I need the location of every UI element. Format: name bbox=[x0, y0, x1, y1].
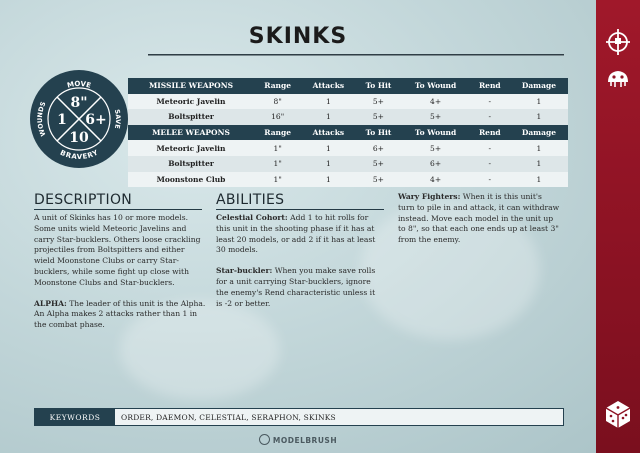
brand-footer bbox=[0, 434, 596, 445]
ability-wary-fighters bbox=[398, 192, 560, 246]
wounds-label: WOUNDS bbox=[35, 100, 48, 138]
abilities-body bbox=[216, 213, 378, 319]
table-cell: 4+ bbox=[401, 94, 469, 110]
table-cell: - bbox=[470, 140, 510, 156]
table-cell: - bbox=[470, 156, 510, 172]
description-heading: DESCRIPTION bbox=[34, 192, 133, 208]
table-row bbox=[128, 140, 568, 156]
header-cell: Damage bbox=[510, 125, 568, 141]
page-title: SKINKS bbox=[248, 24, 348, 49]
table-row bbox=[128, 109, 568, 125]
table-cell: 1" bbox=[254, 172, 301, 188]
table-cell: 1 bbox=[510, 94, 568, 110]
abilities-underline bbox=[216, 209, 384, 210]
table-row bbox=[128, 172, 568, 188]
header-cell: Rend bbox=[470, 78, 510, 94]
abilities-body-col2 bbox=[398, 192, 560, 256]
table-cell: 6+ bbox=[401, 156, 469, 172]
ability-star-buckler bbox=[216, 266, 378, 309]
weapons-table bbox=[128, 78, 568, 187]
table-cell: 5+ bbox=[356, 94, 402, 110]
weapon-name: Moonstone Club bbox=[128, 172, 254, 188]
header-cell: Rend bbox=[470, 125, 510, 141]
header-cell: MISSILE WEAPONS bbox=[128, 78, 254, 94]
header-cell: Range bbox=[254, 125, 301, 141]
keywords-label: KEYWORDS bbox=[35, 409, 115, 425]
header-cell: Attacks bbox=[301, 78, 355, 94]
weapon-name: Meteoric Javelin bbox=[128, 140, 254, 156]
ability-celestial-cohort bbox=[216, 213, 378, 256]
table-cell: - bbox=[470, 109, 510, 125]
bravery-label: BRAVERY bbox=[58, 148, 100, 162]
table-cell: 1 bbox=[301, 156, 355, 172]
header-cell: To Wound bbox=[401, 125, 469, 141]
ability-label: Celestial Cohort: bbox=[216, 213, 288, 222]
table-cell: 1 bbox=[510, 172, 568, 188]
title-divider-shadow bbox=[148, 55, 564, 56]
table-cell: 1 bbox=[301, 172, 355, 188]
table-cell: 6+ bbox=[356, 140, 402, 156]
brand-name: MODELBRUSH bbox=[272, 436, 338, 445]
ability-text: Add 1 to hit rolls for this unit in the shooting phase if it has at least 20 models, or add 2 if it has at least 30 models. bbox=[216, 213, 376, 255]
alpha-text: The leader of this unit is the Alpha. An Alpha makes 2 attacks rather than 1 in the combat phase. bbox=[34, 298, 206, 330]
melee-header-row bbox=[128, 125, 568, 141]
missile-header-row bbox=[128, 78, 568, 94]
alpha-paragraph bbox=[34, 299, 206, 331]
alpha-label: ALPHA: bbox=[34, 298, 67, 308]
table-cell: 1 bbox=[301, 109, 355, 125]
save-value: 6+ bbox=[85, 112, 107, 128]
weapon-name: Boltspitter bbox=[128, 156, 254, 172]
table-cell: 1 bbox=[510, 156, 568, 172]
table-cell: - bbox=[470, 172, 510, 188]
weapon-name: Boltspitter bbox=[128, 109, 254, 125]
lizard-icon bbox=[602, 62, 634, 94]
abilities-heading: ABILITIES bbox=[216, 192, 285, 208]
table-row bbox=[128, 156, 568, 172]
table-cell: 5+ bbox=[401, 109, 469, 125]
move-label: MOVE bbox=[66, 79, 92, 90]
table-cell: 5+ bbox=[356, 172, 402, 188]
header-cell: Attacks bbox=[301, 125, 355, 141]
header-cell: To Hit bbox=[356, 125, 402, 141]
table-cell: 1" bbox=[254, 156, 301, 172]
header-cell: Damage bbox=[510, 78, 568, 94]
keywords-text: ORDER, DAEMON, CELESTIAL, SERAPHON, SKINKS bbox=[121, 412, 336, 422]
table-cell: 1 bbox=[510, 109, 568, 125]
profile-wheel bbox=[28, 68, 130, 170]
brand-logo-icon bbox=[259, 434, 270, 445]
bravery-value: 10 bbox=[69, 130, 89, 146]
weapon-name: Meteoric Javelin bbox=[128, 94, 254, 110]
ability-text: When it is this unit's turn to pile in and attack, it can withdraw instead. Move each model in the unit up to 8", so that each one ends up at least 3" from the enemy. bbox=[398, 192, 560, 245]
table-cell: 5+ bbox=[356, 156, 402, 172]
table-cell: 5+ bbox=[356, 109, 402, 125]
keywords-bar bbox=[34, 408, 564, 426]
save-label: SAVE bbox=[112, 108, 123, 130]
skull-banner-icon bbox=[602, 26, 634, 58]
table-cell: 1 bbox=[301, 94, 355, 110]
header-cell: Range bbox=[254, 78, 301, 94]
dice-icon bbox=[602, 398, 634, 430]
ability-label: Star-buckler: bbox=[216, 266, 273, 276]
header-cell: To Hit bbox=[356, 78, 402, 94]
description-text: A unit of Skinks has 10 or more models. Some units wield Meteoric Javelins and carry Star-bucklers. Others loose crackling projectiles from Boltspitters and either wield Moonstone Clubs or carry Star-bucklers, while some fight up close with Moonstone Clubs and Star-bucklers. bbox=[34, 213, 201, 287]
move-value: 8" bbox=[70, 95, 88, 111]
ability-label: Wary Fighters: bbox=[398, 192, 461, 201]
table-cell: 1" bbox=[254, 140, 301, 156]
table-cell: 16" bbox=[254, 109, 301, 125]
wounds-value: 1 bbox=[57, 112, 67, 128]
right-sidebar bbox=[596, 0, 640, 453]
table-cell: 5+ bbox=[401, 140, 469, 156]
table-cell: 1 bbox=[510, 140, 568, 156]
table-row bbox=[128, 94, 568, 110]
header-cell: MELEE WEAPONS bbox=[128, 125, 254, 141]
description-body bbox=[34, 213, 206, 341]
table-cell: 4+ bbox=[401, 172, 469, 188]
table-cell: - bbox=[470, 94, 510, 110]
ability-text: When you make save rolls for a unit carrying Star-bucklers, ignore the enemy's Rend characteristic unless it is -2 or better. bbox=[216, 266, 376, 308]
table-cell: 8" bbox=[254, 94, 301, 110]
description-underline bbox=[34, 209, 202, 210]
header-cell: To Wound bbox=[401, 78, 469, 94]
table-cell: 1 bbox=[301, 140, 355, 156]
